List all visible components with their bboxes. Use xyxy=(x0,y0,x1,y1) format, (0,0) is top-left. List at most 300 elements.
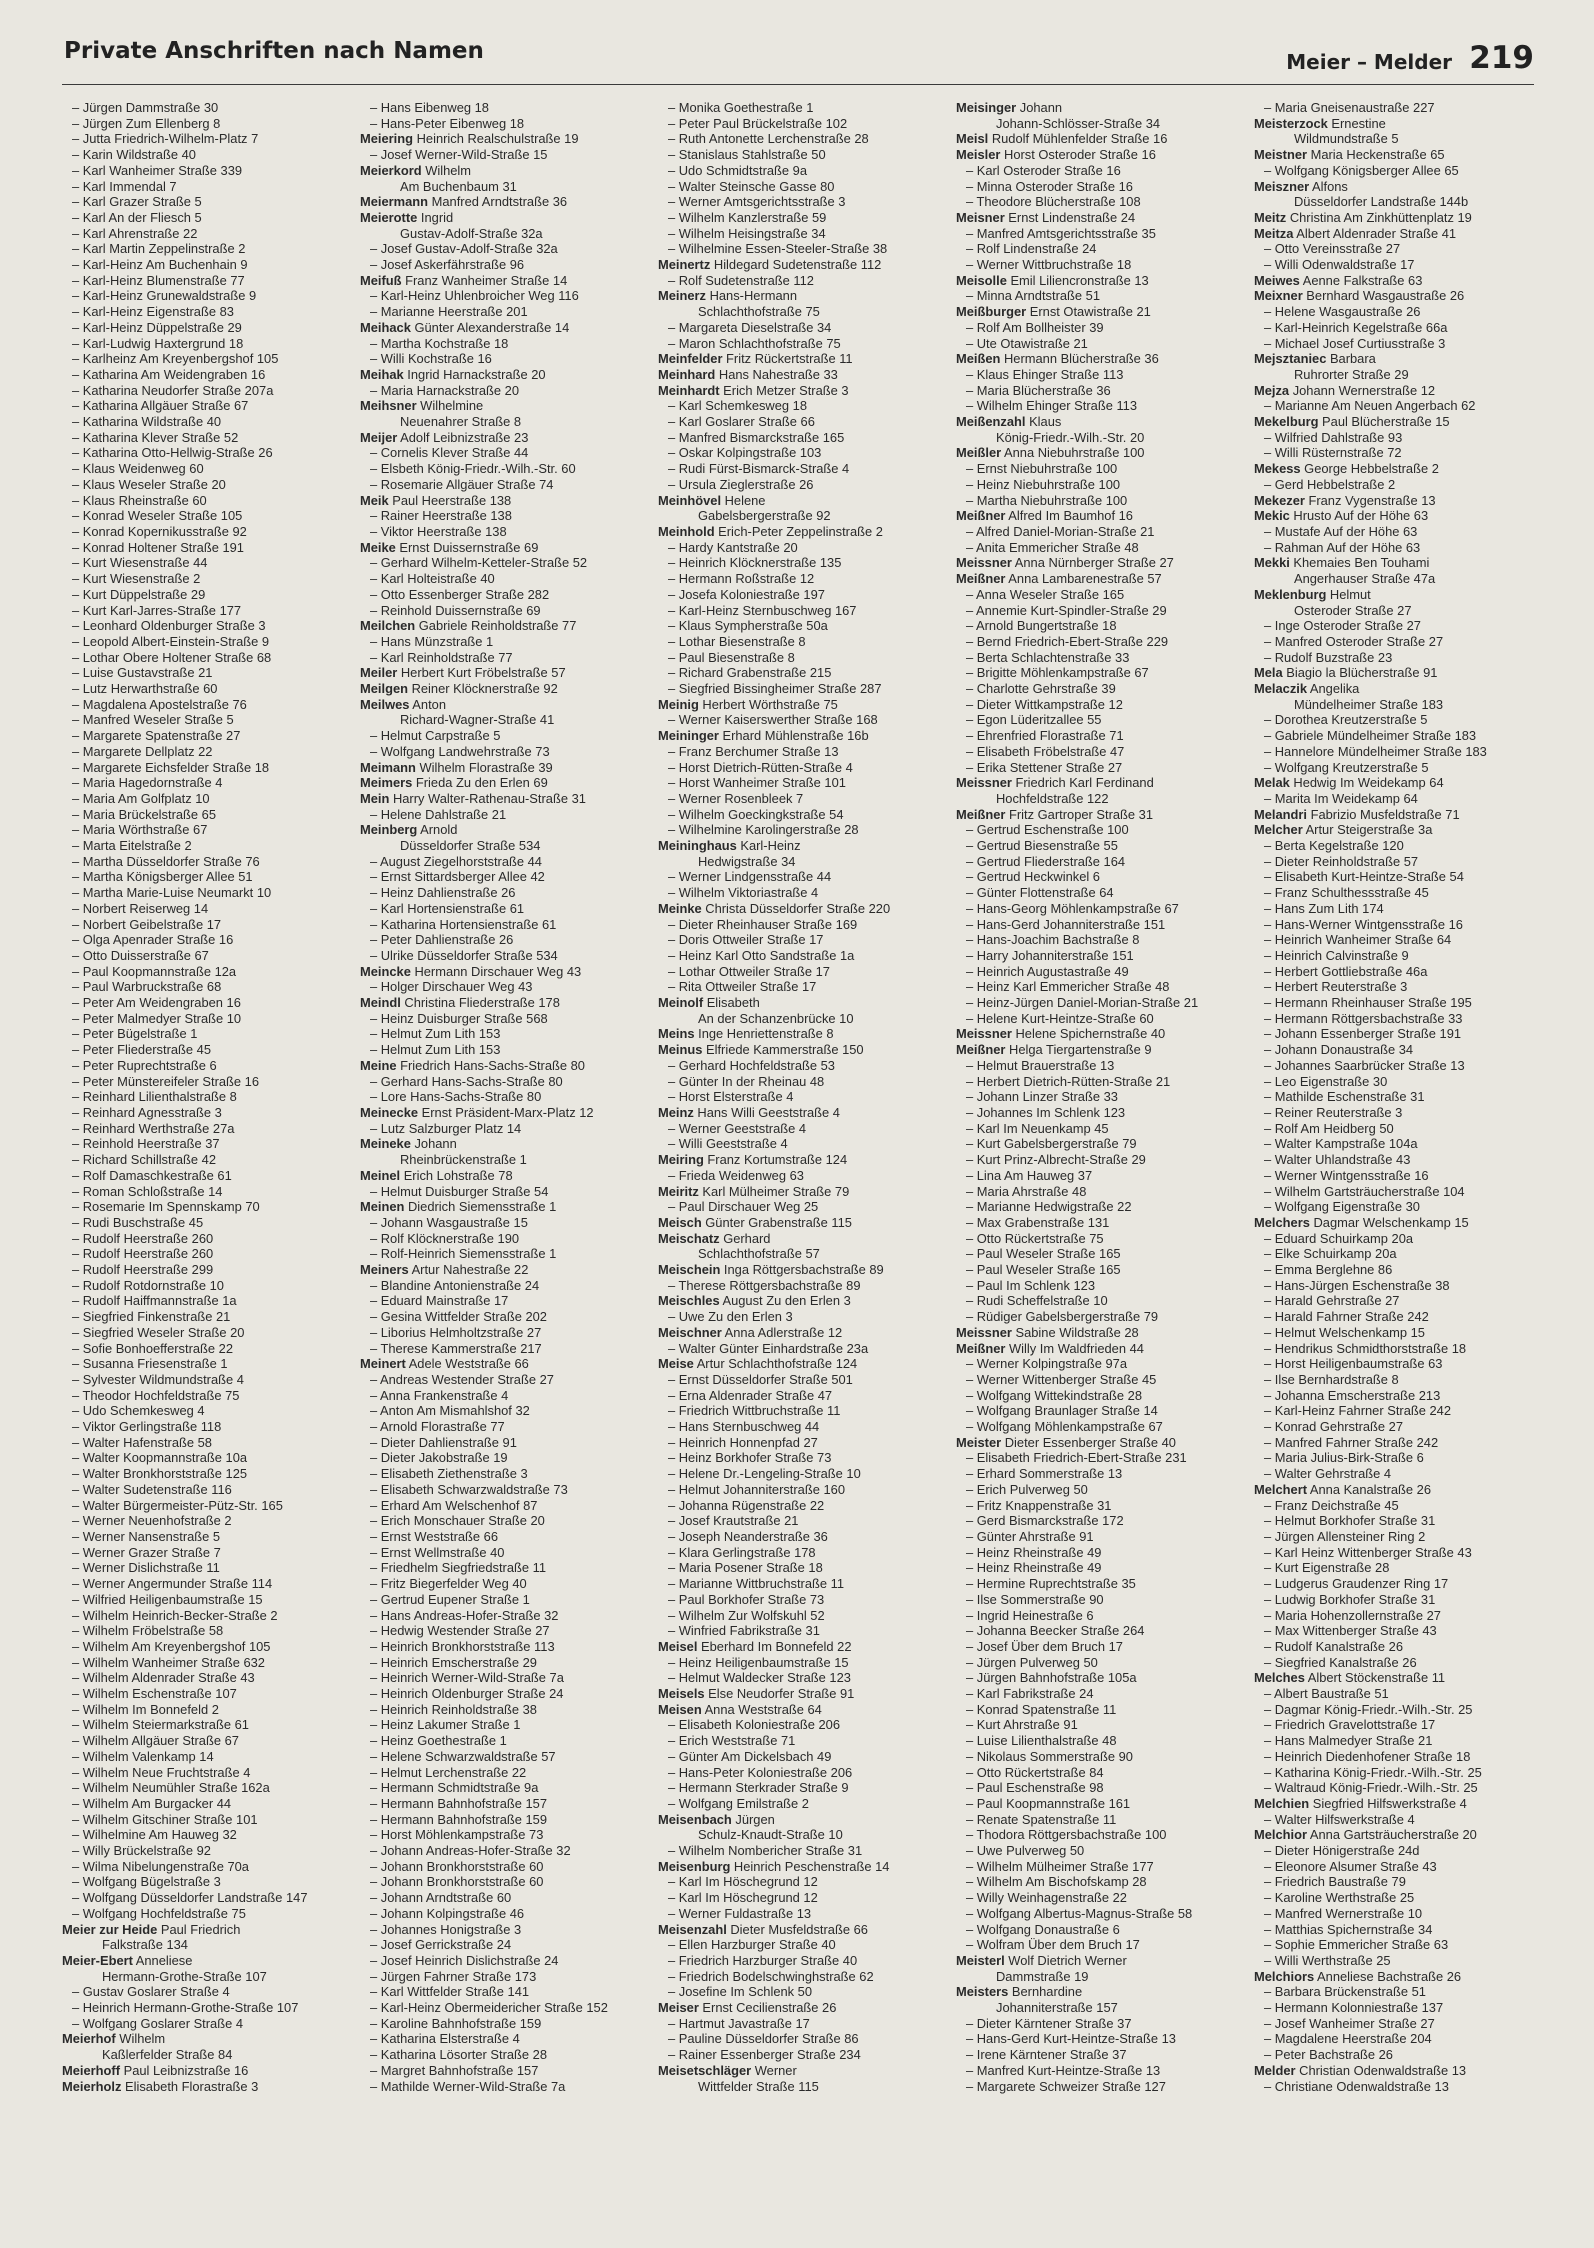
directory-entry: – Maria Ahrstraße 48 xyxy=(966,1183,1087,1199)
surname-heading: Meike xyxy=(360,539,396,555)
directory-entry: – Wolfram Über dem Bruch 17 xyxy=(966,1937,1140,1953)
directory-entry: – Wolfgang Wittekindstraße 28 xyxy=(966,1387,1143,1403)
directory-entry: – Sylvester Wildmundstraße 4 xyxy=(72,1371,244,1387)
directory-entry: – Holger Dirschauer Weg 43 xyxy=(370,979,533,995)
entry-text: Erhard Mühlenstraße 16b xyxy=(718,728,869,744)
directory-entry: – Jürgen Dammstraße 30 xyxy=(72,100,219,115)
directory-entry: – Rainer Heerstraße 138 xyxy=(370,508,512,524)
directory-entry xyxy=(360,367,650,383)
directory-entry: – Maron Schlachthofstraße 75 xyxy=(668,335,841,351)
directory-entry: – Ludgerus Graudenzer Ring 17 xyxy=(1264,1576,1449,1592)
directory-entry: – Manfred Fahrner Straße 242 xyxy=(1264,1434,1439,1450)
entry-text: Barbara xyxy=(1326,351,1376,367)
directory-entry: – Karl Martin Zeppelinstraße 2 xyxy=(72,241,246,257)
surname-heading: Meinig xyxy=(658,696,699,712)
directory-entry: – Walter Koopmannstraße 10a xyxy=(72,1450,248,1466)
directory-entry xyxy=(956,1325,1246,1341)
directory-entry: – Otto Duisserstraße 67 xyxy=(72,947,209,963)
directory-entry: – Hermann Röttgersbachstraße 33 xyxy=(1264,1010,1463,1026)
directory-entry: – Günter Am Dickelsbach 49 xyxy=(668,1748,832,1764)
directory-entry xyxy=(956,304,1246,320)
directory-entry: – Manfred Osteroder Straße 27 xyxy=(1264,633,1444,649)
surname-heading: Melchiors xyxy=(1254,1968,1315,1984)
directory-entry: – Gabriele Mündelheimer Straße 183 xyxy=(1264,728,1477,744)
directory-entry: – Johannes Im Schlenk 123 xyxy=(966,1105,1126,1120)
directory-entry: – Friedrich Bodelschwinghstraße 62 xyxy=(668,1968,874,1984)
directory-entry xyxy=(658,1325,948,1341)
entry-text: Karl Mülheimer Straße 79 xyxy=(698,1183,850,1199)
directory-entry: – Helmut Waldecker Straße 123 xyxy=(668,1670,851,1686)
directory-entry: – Nikolaus Sommerstraße 90 xyxy=(966,1748,1133,1764)
directory-entry: – Werner Kolpingstraße 97a xyxy=(966,1356,1127,1372)
directory-entry: – Wilhelm Viktoriastraße 4 xyxy=(668,885,819,901)
surname-heading: Meierkord xyxy=(360,162,422,178)
directory-entry: – Heinrich Klöcknerstraße 135 xyxy=(668,555,842,571)
directory-entry: – Horst Möhlenkampstraße 73 xyxy=(370,1827,544,1843)
directory-entry: – Peter Bachstraße 26 xyxy=(1264,2047,1393,2063)
directory-entry xyxy=(360,194,650,210)
directory-entry: – Werner Dislichstraße 11 xyxy=(72,1560,220,1576)
entry-text: Herbert Kurt Fröbelstraße 57 xyxy=(397,665,566,681)
directory-entry: – Rudi Fürst-Bismarck-Straße 4 xyxy=(668,461,850,477)
directory-entry: – Reiner Reuterstraße 3 xyxy=(1264,1105,1403,1120)
directory-entry xyxy=(956,131,1246,147)
directory-entry xyxy=(62,1953,352,1969)
directory-entry: – Thodora Röttgersbachstraße 100 xyxy=(966,1827,1167,1843)
surname-heading: Meissner xyxy=(956,1026,1012,1042)
directory-entry: – Erhard Sommerstraße 13 xyxy=(966,1466,1123,1482)
directory-entry: – Gertrud Heckwinkel 6 xyxy=(966,869,1100,885)
entry-text: Wilhelm xyxy=(115,2031,166,2047)
directory-entry: – Hans-Jürgen Eschenstraße 38 xyxy=(1264,1277,1450,1293)
directory-entry xyxy=(62,2063,352,2079)
directory-entry xyxy=(360,320,650,336)
directory-entry: – Horst Dietrich-Rütten-Straße 4 xyxy=(668,759,853,775)
entry-text: Frieda Zu den Erlen 69 xyxy=(412,775,548,791)
entry-text: Ernst Cecilienstraße 26 xyxy=(698,2000,837,2016)
directory-entry: – Erika Stettener Straße 27 xyxy=(966,759,1123,775)
directory-entry xyxy=(1254,179,1544,195)
surname-heading: Meinel xyxy=(360,1167,401,1183)
surname-heading: Meißner xyxy=(956,571,1006,587)
directory-entry: – Karl-Heinz Sternbuschweg 167 xyxy=(668,602,857,618)
directory-entry: – Helmut Welschenkamp 15 xyxy=(1264,1324,1425,1340)
directory-entry xyxy=(360,163,650,179)
directory-entry: – Karl-Heinrich Kegelstraße 66a xyxy=(1264,319,1448,335)
directory-entry: – Werner Wittbruchstraße 18 xyxy=(966,257,1132,273)
directory-entry: – Karl Schemkesweg 18 xyxy=(668,398,808,414)
directory-entry: – Karl Immendal 7 xyxy=(72,178,177,194)
directory-entry xyxy=(360,665,650,681)
directory-entry: – Gerd Bismarckstraße 172 xyxy=(966,1513,1124,1529)
directory-entry: Ruhrorter Straße 29 xyxy=(1294,366,1409,382)
entry-text: Ernestine xyxy=(1327,115,1386,131)
surname-heading: Meierotte xyxy=(360,209,418,225)
directory-entry: – Josef Über dem Bruch 17 xyxy=(966,1638,1123,1654)
directory-entry: – Johann Linzer Straße 33 xyxy=(966,1089,1118,1105)
directory-entry: – Richard Schillstraße 42 xyxy=(72,1152,217,1168)
directory-entry: Schulz-Knaudt-Straße 10 xyxy=(698,1827,843,1843)
entry-text: Christina Am Zinkhüttenplatz 19 xyxy=(1286,209,1472,225)
surname-heading: Meißler xyxy=(956,445,1002,461)
directory-entry: – Paul Koopmannstraße 12a xyxy=(72,963,237,979)
directory-entry: – Hans Eibenweg 18 xyxy=(370,100,489,115)
entry-text: Paul Friedrich xyxy=(157,1921,241,1937)
directory-entry: – Maria Blücherstraße 36 xyxy=(966,382,1111,398)
entry-text: Johann Wernerstraße 12 xyxy=(1289,382,1436,398)
directory-entry: – Wilfried Heiligenbaumstraße 15 xyxy=(72,1591,263,1607)
surname-heading: Meilchen xyxy=(360,618,416,634)
directory-entry: – Ilse Bernhardstraße 8 xyxy=(1264,1371,1399,1387)
directory-entry: – Ute Otawistraße 21 xyxy=(966,335,1088,351)
directory-entry: – Johann Bronkhorststraße 60 xyxy=(370,1858,544,1874)
surname-heading: Meister xyxy=(956,1434,1002,1450)
directory-entry: – Peter Dahlienstraße 26 xyxy=(370,932,514,948)
directory-entry: – Reinhard Agnesstraße 3 xyxy=(72,1105,222,1120)
entry-text: Franz Wanheimer Straße 14 xyxy=(401,272,568,288)
directory-entry: – Walter Hafenstraße 58 xyxy=(72,1434,212,1450)
surname-heading: Meihack xyxy=(360,319,411,335)
directory-entry: – Mathilde Eschenstraße 31 xyxy=(1264,1089,1425,1105)
directory-entry: – Johann Andreas-Hofer-Straße 32 xyxy=(370,1843,571,1859)
directory-entry: – Arnold Florastraße 77 xyxy=(370,1419,505,1435)
directory-entry: – Karl-Heinz Fahrner Straße 242 xyxy=(1264,1403,1451,1419)
directory-entry: – Heinrich Bronkhorststraße 113 xyxy=(370,1638,555,1654)
page-title: Private Anschriften nach Namen xyxy=(64,38,484,64)
directory-entry: – Hermine Ruprechtstraße 35 xyxy=(966,1576,1136,1592)
directory-entry xyxy=(1254,288,1544,304)
entry-text: Christina Fliederstraße 178 xyxy=(400,995,560,1011)
directory-entry: – Eleonore Alsumer Straße 43 xyxy=(1264,1858,1437,1874)
directory-entry: – Alfred Daniel-Morian-Straße 21 xyxy=(966,523,1155,539)
entry-text: Friedrich Hans-Sachs-Straße 80 xyxy=(396,1057,585,1073)
directory-entry: – Hermann Bahnhofstraße 157 xyxy=(370,1795,547,1811)
directory-entry: – Walter Steinsche Gasse 80 xyxy=(668,178,835,194)
directory-entry: – Wilhelm Mülheimer Straße 177 xyxy=(966,1858,1154,1874)
directory-entry: – Barbara Brückenstraße 51 xyxy=(1264,1984,1426,2000)
entry-text: Horst Osteroder Straße 16 xyxy=(1000,147,1156,163)
directory-entry: – Hendrikus Schmidthorststraße 18 xyxy=(1264,1340,1467,1356)
directory-entry: – Josef Werner-Wild-Straße 15 xyxy=(370,147,548,163)
directory-entry: – Erich Weststraße 71 xyxy=(668,1733,796,1749)
directory-entry: – Otto Vereinsstraße 27 xyxy=(1264,241,1401,257)
directory-entry: Dammstraße 19 xyxy=(996,1968,1089,1984)
directory-entry: – Karl Heinz Wittenberger Straße 43 xyxy=(1264,1544,1472,1560)
directory-entry: – Bernd Friedrich-Ebert-Straße 229 xyxy=(966,633,1169,649)
directory-entry: – Heinrich Hermann-Grothe-Straße 107 xyxy=(72,2000,299,2016)
directory-entry: – Willi Geeststraße 4 xyxy=(668,1136,788,1152)
entry-text: Erich-Peter Zeppelinstraße 2 xyxy=(714,523,883,539)
directory-entry: – Rudolf Heerstraße 260 xyxy=(72,1246,214,1262)
directory-entry xyxy=(1254,807,1544,823)
surname-heading: Meisolle xyxy=(956,272,1007,288)
directory-entry: – Friedrich Wittbruchstraße 11 xyxy=(668,1403,841,1419)
directory-entry: – Peter Malmedyer Straße 10 xyxy=(72,1010,242,1026)
directory-entry: – Hartmut Javastraße 17 xyxy=(668,2015,810,2031)
directory-entry: – Heinrich Oldenburger Straße 24 xyxy=(370,1686,564,1702)
directory-entry: – Walter Bürgermeister-Pütz-Str. 165 xyxy=(72,1497,283,1513)
directory-entry xyxy=(956,1953,1246,1969)
surname-heading: Mekelburg xyxy=(1254,414,1319,430)
directory-entry: – Wolfgang Düsseldorfer Landstraße 147 xyxy=(72,1890,308,1906)
directory-entry: – Horst Heiligenbaumstraße 63 xyxy=(1264,1356,1443,1372)
surname-heading: Meissner xyxy=(956,555,1012,571)
directory-entry: – Werner Wittenberger Straße 45 xyxy=(966,1371,1157,1387)
directory-entry xyxy=(360,1199,650,1215)
surname-heading: Meischles xyxy=(658,1293,720,1309)
entry-text: Hildegard Sudetenstraße 112 xyxy=(710,257,882,273)
directory-entry: – Rudolf Haiffmannstraße 1a xyxy=(72,1293,237,1309)
directory-entry xyxy=(658,257,948,273)
surname-heading: Mekess xyxy=(1254,461,1301,477)
directory-entry: – Katharina Wildstraße 40 xyxy=(72,414,222,430)
directory-entry: – Paul Warbruckstraße 68 xyxy=(72,979,222,995)
directory-entry: – Martha Königsberger Allee 51 xyxy=(72,869,253,885)
entry-text: Aenne Falkstraße 63 xyxy=(1299,272,1423,288)
surname-heading: Meimann xyxy=(360,759,416,775)
directory-entry xyxy=(1254,1482,1544,1498)
directory-entry: – Heinrich Wanheimer Straße 64 xyxy=(1264,932,1452,948)
directory-entry: – Heinz Borkhofer Straße 73 xyxy=(668,1450,832,1466)
directory-entry: – Manfred Bismarckstraße 165 xyxy=(668,429,845,445)
directory-entry: – Hans-Georg Möhlenkampstraße 67 xyxy=(966,900,1179,916)
directory-entry: – Viktor Heerstraße 138 xyxy=(370,523,507,539)
directory-entry: – Helmut Borkhofer Straße 31 xyxy=(1264,1513,1436,1529)
directory-entry xyxy=(360,131,650,147)
directory-entry xyxy=(658,2000,948,2016)
directory-entry: – Minna Arndtstraße 51 xyxy=(966,288,1100,304)
directory-entry: – Gerhard Hans-Sachs-Straße 80 xyxy=(370,1073,563,1089)
directory-entry: – Herbert Dietrich-Rütten-Straße 21 xyxy=(966,1073,1171,1089)
directory-entry xyxy=(956,100,1246,116)
surname-heading: Meihak xyxy=(360,366,404,382)
directory-entry: – Maria Brückelstraße 65 xyxy=(72,806,216,822)
directory-entry: – Stanislaus Stahlstraße 50 xyxy=(668,147,826,163)
directory-entry: Schlachthofstraße 75 xyxy=(698,304,820,320)
directory-entry xyxy=(956,445,1246,461)
surname-heading: Meine xyxy=(360,1057,397,1073)
directory-entry: – Wilhelm Neumühler Straße 162a xyxy=(72,1780,270,1796)
directory-entry: – Werner Grazer Straße 7 xyxy=(72,1544,221,1560)
directory-entry: – Jürgen Fahrner Straße 173 xyxy=(370,1968,537,1984)
directory-entry: – Mathilde Werner-Wild-Straße 7a xyxy=(370,2078,566,2094)
directory-entry: – Werner Rosenbleek 7 xyxy=(668,790,804,806)
directory-entry: – Friedrich Harzburger Straße 40 xyxy=(668,1952,858,1968)
entry-text: Arnold xyxy=(417,822,458,838)
directory-entry xyxy=(1254,116,1544,132)
directory-entry: – Karl-Heinz Eigenstraße 83 xyxy=(72,304,234,320)
directory-entry: – Konrad Spatenstraße 11 xyxy=(966,1701,1117,1717)
directory-entry xyxy=(956,1984,1246,2000)
directory-entry: – Karl Reinholdstraße 77 xyxy=(370,649,513,665)
directory-entry: – Franz Deichstraße 45 xyxy=(1264,1497,1399,1513)
entry-text: Siegfried Hilfswerkstraße 4 xyxy=(1309,1795,1467,1811)
surname-heading: Meinert xyxy=(360,1356,406,1372)
directory-entry: – Rudolf Buzstraße 23 xyxy=(1264,649,1393,665)
surname-heading: Meißner xyxy=(956,806,1006,822)
directory-entry: – Karl Im Höschegrund 12 xyxy=(668,1890,818,1906)
entry-text: Franz Vygenstraße 13 xyxy=(1304,492,1436,508)
entry-text: Wilhelmine xyxy=(416,398,484,414)
directory-entry: – Eduard Mainstraße 17 xyxy=(370,1293,509,1309)
directory-entry: – Hedwig Westender Straße 27 xyxy=(370,1623,550,1639)
directory-entry: – Margarete Schweizer Straße 127 xyxy=(966,2078,1166,2094)
entry-text: Christa Düsseldorfer Straße 220 xyxy=(701,900,891,916)
directory-entry: – Paul Dirschauer Weg 25 xyxy=(668,1199,819,1215)
directory-entry xyxy=(360,1168,650,1184)
directory-entry: – Max Grabenstraße 131 xyxy=(966,1214,1110,1230)
directory-entry: – Klaus Rheinstraße 60 xyxy=(72,492,207,508)
directory-entry: Düsseldorfer Straße 534 xyxy=(400,838,541,854)
directory-entry: – Rudolf Kanalstraße 26 xyxy=(1264,1638,1404,1654)
directory-entry: – Margarete Eichsfelder Straße 18 xyxy=(72,759,270,775)
directory-entry: – Manfred Amtsgerichtsstraße 35 xyxy=(966,225,1156,241)
surname-heading: Meklenburg xyxy=(1254,586,1327,602)
surname-heading: Meierholz xyxy=(62,2078,122,2094)
directory-entry: – Horst Elsterstraße 4 xyxy=(668,1089,794,1105)
entry-text: Artur Schlachthofstraße 124 xyxy=(693,1356,858,1372)
directory-entry: – Wolfgang Landwehrstraße 73 xyxy=(370,743,550,759)
surname-heading: Meierhof xyxy=(62,2031,116,2047)
directory-entry: – Martha Marie-Luise Neumarkt 10 xyxy=(72,885,272,901)
entry-text: Erich Metzer Straße 3 xyxy=(719,382,849,398)
directory-entry: – Hans Zum Lith 174 xyxy=(1264,900,1384,916)
directory-entry xyxy=(956,775,1246,791)
directory-entry: – Elisabeth Schwarzwaldstraße 73 xyxy=(370,1481,568,1497)
directory-entry: – Wilhelm Gartsträucherstraße 104 xyxy=(1264,1183,1465,1199)
surname-heading: Meisinger xyxy=(956,100,1017,115)
entry-text: Hermann Dirschauer Weg 43 xyxy=(410,963,582,979)
directory-entry xyxy=(360,618,650,634)
entry-text: Fabrizio Musfeldstraße 71 xyxy=(1307,806,1460,822)
directory-entry: – Siegfried Weseler Straße 20 xyxy=(72,1324,245,1340)
directory-entry xyxy=(1254,508,1544,524)
directory-entry: – Johann Arndtstraße 60 xyxy=(370,1890,512,1906)
directory-entry xyxy=(360,681,650,697)
entry-text: Maria Heckenstraße 65 xyxy=(1307,147,1445,163)
directory-entry xyxy=(1254,681,1544,697)
surname-heading: Meilgen xyxy=(360,681,408,697)
directory-entry xyxy=(658,1152,948,1168)
surname-heading: Meisen xyxy=(658,1701,702,1717)
directory-entry: – Mustafe Auf der Höhe 63 xyxy=(1264,523,1418,539)
entry-text: Wilhelm Florastraße 39 xyxy=(415,759,553,775)
directory-entry: – Egon Lüderitzallee 55 xyxy=(966,712,1102,728)
directory-entry xyxy=(658,2063,948,2079)
directory-entry: – Jutta Friedrich-Wilhelm-Platz 7 xyxy=(72,131,259,147)
entry-text: Adolf Leibnizstraße 23 xyxy=(397,429,529,445)
entry-text: Emil Liliencronstraße 13 xyxy=(1006,272,1149,288)
directory-entry: – Elisabeth Ziethenstraße 3 xyxy=(370,1466,528,1482)
directory-entry xyxy=(360,1105,650,1121)
surname-heading: Mela xyxy=(1254,665,1283,681)
directory-entry: – Maria Posener Straße 18 xyxy=(668,1560,823,1576)
entry-text: Adele Weststraße 66 xyxy=(405,1356,529,1372)
directory-entry xyxy=(956,1042,1246,1058)
surname-heading: Meimers xyxy=(360,775,413,791)
directory-entry: – Wilhelm Nombericher Straße 31 xyxy=(668,1843,863,1859)
directory-entry: – Friedhelm Siegfriedstraße 11 xyxy=(370,1560,547,1576)
directory-entry: – Dieter Dahlienstraße 91 xyxy=(370,1434,517,1450)
directory-entry: – Norbert Geibelstraße 17 xyxy=(72,916,222,932)
surname-heading: Meilwes xyxy=(360,696,410,712)
directory-entry: – Siegfried Bissingheimer Straße 287 xyxy=(668,681,882,697)
directory-entry: – Wilhelm Kanzlerstraße 59 xyxy=(668,209,827,225)
surname-heading: Meiritz xyxy=(658,1183,699,1199)
directory-entry: – Lutz Herwarthstraße 60 xyxy=(72,681,218,697)
entry-text: Werner xyxy=(751,2062,797,2078)
directory-entry: – Marianne Wittbruchstraße 11 xyxy=(668,1576,845,1592)
entry-text: Dieter Essenberger Straße 40 xyxy=(1001,1434,1176,1450)
directory-entry: – Minna Osteroder Straße 16 xyxy=(966,178,1133,194)
surname-heading: Meiszner xyxy=(1254,178,1310,194)
surname-heading: Meinus xyxy=(658,1042,703,1058)
directory-entry xyxy=(956,351,1246,367)
directory-entry: – Fritz Knappenstraße 31 xyxy=(966,1497,1112,1513)
directory-entry: – Hans-Peter Eibenweg 18 xyxy=(370,115,525,131)
directory-entry: – Theodor Hochfeldstraße 75 xyxy=(72,1387,240,1403)
surname-heading: Meissner xyxy=(956,1324,1012,1340)
directory-entry: – Helmut Johanniterstraße 160 xyxy=(668,1481,845,1497)
entry-text: Hans-Hermann xyxy=(706,288,797,304)
directory-entry xyxy=(1254,555,1544,571)
directory-entry xyxy=(360,791,650,807)
surname-heading: Meißburger xyxy=(956,304,1027,320)
directory-entry: – Heinrich Calvinstraße 9 xyxy=(1264,947,1409,963)
directory-entry: – Karlheinz Am Kreyenbergshof 105 xyxy=(72,351,279,367)
surname-heading: Meinz xyxy=(658,1105,694,1120)
directory-entry: – Johanna Beecker Straße 264 xyxy=(966,1623,1145,1639)
directory-entry: – Margarete Dellplatz 22 xyxy=(72,743,213,759)
entry-text: Alfons xyxy=(1309,178,1348,194)
directory-entry xyxy=(956,273,1246,289)
entry-text: Inge Henriettenstraße 8 xyxy=(694,1026,834,1042)
surname-heading: Meißen xyxy=(956,351,1001,367)
directory-entry: – Josef Gustav-Adolf-Straße 32a xyxy=(370,241,558,257)
directory-entry: – Wilhelm Heinrich-Becker-Straße 2 xyxy=(72,1607,278,1623)
directory-entry: – Klaus Weseler Straße 20 xyxy=(72,476,226,492)
directory-entry: – Rolf Am Heidberg 50 xyxy=(1264,1120,1394,1136)
directory-entry xyxy=(1254,461,1544,477)
directory-entry: – Helmut Brauerstraße 13 xyxy=(966,1057,1115,1073)
directory-entry: – Dieter Hönigerstraße 24d xyxy=(1264,1843,1420,1859)
directory-entry: – Helmut Duisburger Straße 54 xyxy=(370,1183,549,1199)
directory-entry: – Maria Harnackstraße 20 xyxy=(370,382,520,398)
surname-heading: Meinhard xyxy=(658,366,716,382)
directory-entry: – Wolfgang Emilstraße 2 xyxy=(668,1795,809,1811)
directory-entry: – Peter Paul Brückelstraße 102 xyxy=(668,115,848,131)
directory-entry: – Heinrich Emscherstraße 29 xyxy=(370,1654,537,1670)
directory-entry: – Sofie Bonhoefferstraße 22 xyxy=(72,1340,234,1356)
directory-entry: – Uwe Zu den Erlen 3 xyxy=(668,1309,793,1325)
directory-entry: – Elisabeth Koloniestraße 206 xyxy=(668,1717,840,1733)
directory-entry: – Jürgen Bahnhofstraße 105a xyxy=(966,1670,1137,1686)
directory-entry: – Werner Angermunder Straße 114 xyxy=(72,1576,273,1592)
directory-entry: – Otto Rückertstraße 84 xyxy=(966,1764,1104,1780)
directory-entry: – Rolf Damaschkestraße 61 xyxy=(72,1167,232,1183)
directory-entry: – Ingrid Heinestraße 6 xyxy=(966,1607,1094,1623)
directory-entry: – Kurt Gabelsbergerstraße 79 xyxy=(966,1136,1137,1152)
directory-entry: – Heinz Rheinstraße 49 xyxy=(966,1544,1102,1560)
entry-text: Gabriele Reinholdstraße 77 xyxy=(415,618,577,634)
directory-entry xyxy=(956,1341,1246,1357)
directory-entry: – Heinz Karl Emmericher Straße 48 xyxy=(966,979,1170,995)
entry-text: Hermann Blücherstraße 36 xyxy=(1000,351,1159,367)
directory-entry: – Rüdiger Gabelsbergerstraße 79 xyxy=(966,1309,1159,1325)
directory-entry xyxy=(956,571,1246,587)
directory-entry: – Hermann Roßstraße 12 xyxy=(668,571,815,587)
entry-text: Anna Adlerstraße 12 xyxy=(721,1324,843,1340)
